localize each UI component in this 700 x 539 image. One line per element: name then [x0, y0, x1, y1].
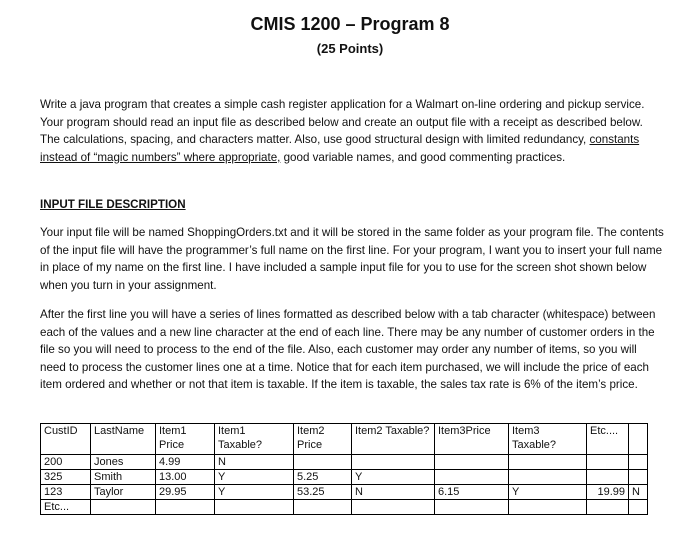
- format-paragraph: After the first line you will have a series of lines formatted as described below with a tab character (whitespace) between each of the values and a new line character at the end of each line. There may be any number of customer orders in the file so you will need to process to the end of the file. Also, each customer may order any number of items, so you will need to process the customer lines one at a time. Notice that for each item purchased, we will include the price of each item ordered and whether or not that item is taxable. If the item is taxable, the sales tax rate is 6% of the item’s price.: [40, 308, 656, 392]
- header-cell: Item2 Price: [294, 424, 352, 455]
- table-cell: [435, 455, 509, 470]
- header-cell: Item1 Price: [156, 424, 215, 455]
- table-cell: [294, 455, 352, 470]
- intro-text: Write a java program that creates a simple cash register application for a Walmart on-line ordering and pickup service. Your program should read an input file as described below and create an output file with a receipt as described below. The calculations, spacing, and characters matter. Also, use good structural design with limited redundancy,: [40, 98, 645, 147]
- table-cell: 29.95: [156, 485, 215, 500]
- table-cell: Y: [215, 470, 294, 485]
- table-cell: [587, 500, 629, 515]
- table-cell: Y: [352, 470, 435, 485]
- header-cell: CustID: [41, 424, 91, 455]
- table-cell: 123: [41, 485, 91, 500]
- table-cell: [352, 500, 435, 515]
- table-cell: [435, 470, 509, 485]
- table-cell: N: [352, 485, 435, 500]
- header-cell: [629, 424, 648, 455]
- table-cell: [509, 500, 587, 515]
- table-cell: Y: [509, 485, 587, 500]
- table-cell: [215, 500, 294, 515]
- header-cell: Item3Price: [435, 424, 509, 455]
- table-cell: 19.99: [587, 485, 629, 500]
- intro-text-end: good variable names, and good commenting practices.: [280, 150, 566, 164]
- orders-table: [40, 423, 648, 515]
- table-cell: Etc...: [41, 500, 91, 515]
- table-cell: Taylor: [91, 485, 156, 500]
- table-cell: [509, 470, 587, 485]
- table-cell: [435, 500, 509, 515]
- table-cell: Smith: [91, 470, 156, 485]
- table-cell: N: [629, 485, 648, 500]
- section-heading: INPUT FILE DESCRIPTION: [40, 198, 186, 211]
- table-row: [41, 455, 648, 470]
- page-title: CMIS 1200 – Program 8: [250, 14, 450, 34]
- header-cell: LastName: [91, 424, 156, 455]
- table-row: [41, 470, 648, 485]
- table-row: [41, 485, 648, 500]
- header-cell: Item3 Taxable?: [509, 424, 587, 455]
- table-cell: [587, 455, 629, 470]
- intro-paragraph: [40, 96, 665, 166]
- intro-underlined-text: constants instead of “magic numbers” where appropriate,: [40, 133, 640, 164]
- points-subtitle: (25 Points): [316, 41, 384, 56]
- table-cell: [629, 470, 648, 485]
- header-cell: Item2 Taxable?: [352, 424, 435, 455]
- table-cell: 6.15: [435, 485, 509, 500]
- table-cell: [629, 500, 648, 515]
- table-cell: [352, 455, 435, 470]
- table-cell: [587, 470, 629, 485]
- table-cell: [629, 455, 648, 470]
- table-cell: 4.99: [156, 455, 215, 470]
- header-cell: Item1 Taxable?: [215, 424, 294, 455]
- table-cell: Jones: [91, 455, 156, 470]
- table-cell: 325: [41, 470, 91, 485]
- table-row: [41, 500, 648, 515]
- table-cell: 200: [41, 455, 91, 470]
- table-cell: N: [215, 455, 294, 470]
- header-cell: Etc....: [587, 424, 629, 455]
- table-cell: [156, 500, 215, 515]
- input-file-paragraph: Your input file will be named ShoppingOrders.txt and it will be stored in the same folder as your program file. The contents of the input file will have the programmer’s full name on the first line. For your program, I want you to insert your full name in place of my name on the first line. I have included a sample input file for you to use for the screen shot shown below when you turn in your assignment.: [40, 226, 664, 292]
- table-cell: 5.25: [294, 470, 352, 485]
- table-header-row: [41, 424, 648, 455]
- table-cell: [509, 455, 587, 470]
- table-cell: Y: [215, 485, 294, 500]
- table-cell: 53.25: [294, 485, 352, 500]
- table-cell: [294, 500, 352, 515]
- table-cell: [91, 500, 156, 515]
- table-cell: 13.00: [156, 470, 215, 485]
